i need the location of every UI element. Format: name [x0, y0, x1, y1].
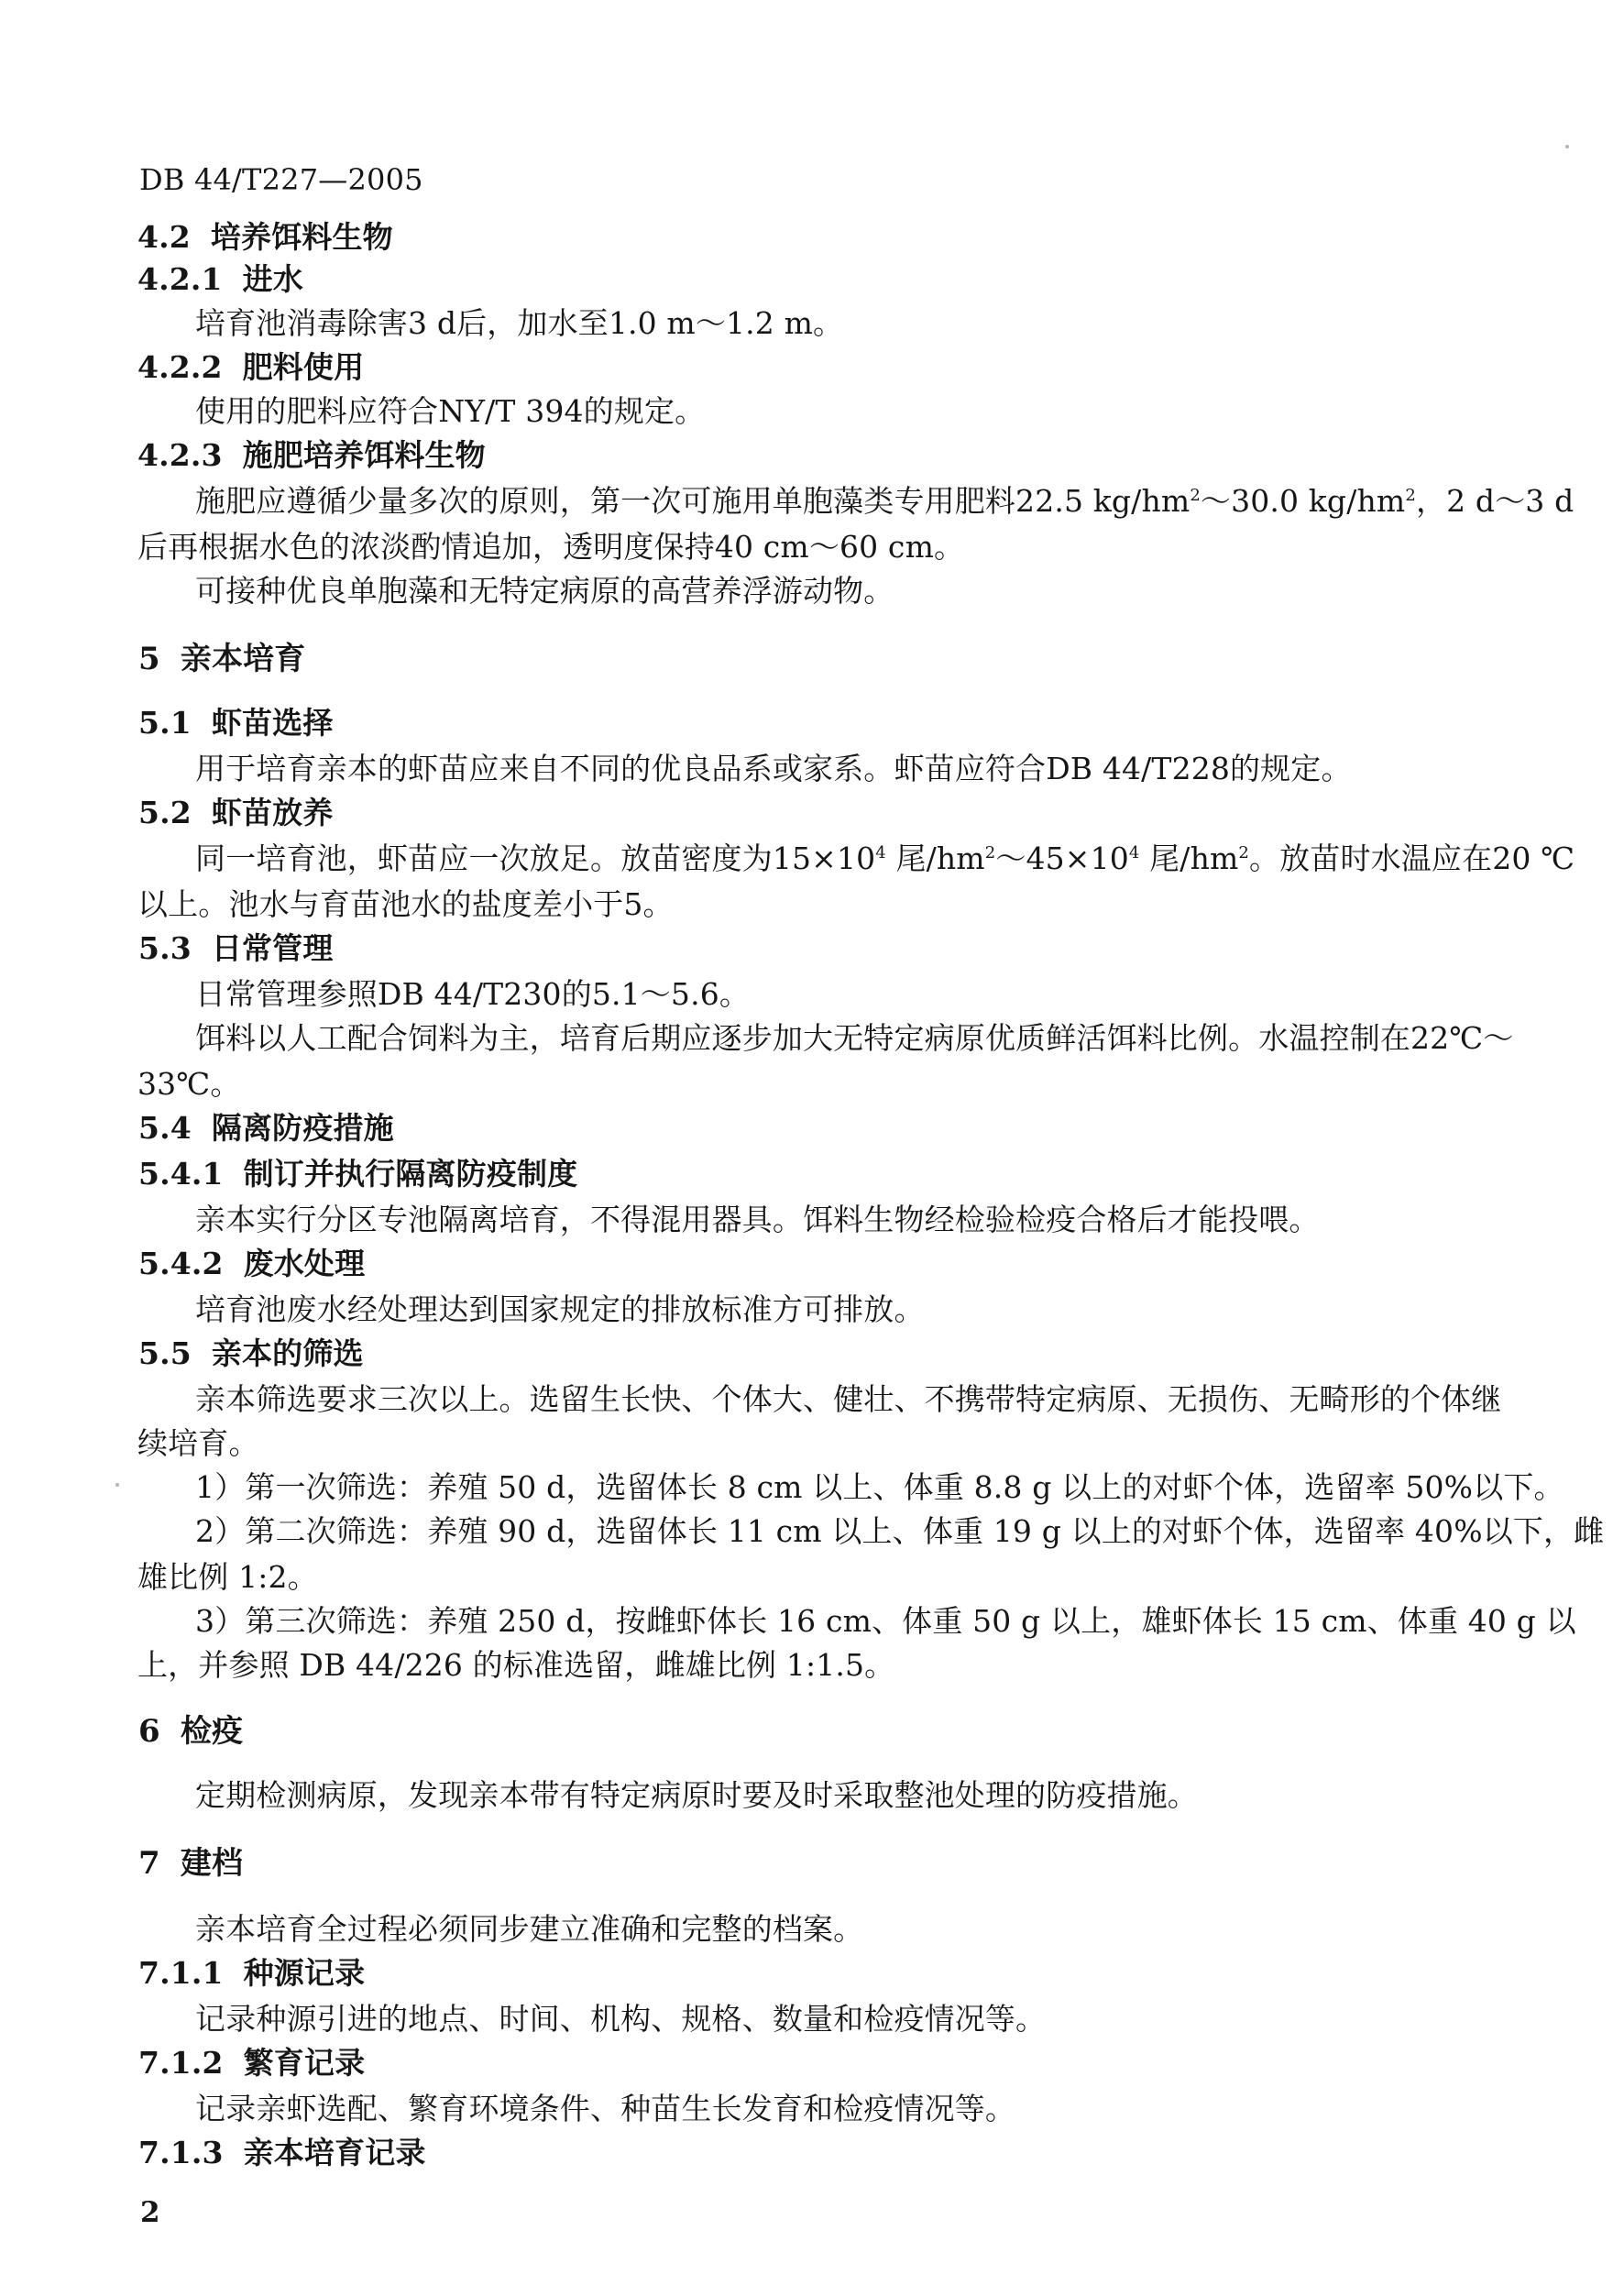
heading-number: 4.2 — [137, 219, 191, 255]
heading-number: 4.2.3 — [137, 437, 223, 473]
heading-title: 繁育记录 — [243, 2045, 366, 2081]
heading-title: 肥料使用 — [242, 349, 365, 385]
heading-5-1 — [138, 702, 333, 744]
heading-number: 5.4.2 — [138, 1246, 224, 1281]
heading-title: 制订并执行隔离防疫制度 — [243, 1156, 578, 1192]
heading-title: 建档 — [180, 1845, 244, 1882]
heading-5-4-1 — [138, 1153, 577, 1195]
heading-number: 7.1.2 — [138, 2045, 224, 2081]
paragraph-7: 亲本培育全过程必须同步建立准确和完整的档案。 — [195, 1911, 864, 1947]
heading-number: 7.1.1 — [138, 1955, 224, 1991]
heading-4-2-2 — [137, 346, 364, 389]
heading-title: 进水 — [242, 261, 303, 297]
heading-5-4-2 — [138, 1243, 365, 1285]
heading-number: 5.5 — [138, 1335, 192, 1371]
superscript: 2 — [1405, 486, 1416, 505]
paragraph-fragment: 施肥应遵循少量多次的原则，第一次可施用单胞藻类专用肥料22.5 kg/hm — [195, 483, 1191, 519]
heading-5-4 — [138, 1107, 394, 1149]
paragraph-4-2-3-line-1 — [195, 480, 1574, 522]
heading-4-2 — [137, 216, 393, 258]
paragraph-5-4-2: 培育池废水经处理达到国家规定的排放标准方可排放。 — [195, 1291, 925, 1327]
paragraph-6: 定期检测病原，发现亲本带有特定病原时要及时采取整池处理的防疫措施。 — [195, 1777, 1198, 1813]
heading-number: 5 — [138, 641, 160, 677]
heading-4-2-1 — [137, 258, 303, 301]
heading-title: 隔离防疫措施 — [211, 1110, 394, 1146]
paragraph-fragment: ，2 d～3 d — [1415, 483, 1575, 519]
heading-7-1-2 — [138, 2042, 365, 2084]
paragraph-5-5-item-2-line-2: 雄比例 1:2。 — [137, 1559, 318, 1595]
heading-7 — [138, 1842, 243, 1884]
heading-number: 5.3 — [138, 930, 192, 966]
heading-title: 虾苗选择 — [211, 705, 334, 741]
heading-5-3 — [138, 928, 333, 970]
scan-speck — [115, 1483, 119, 1487]
heading-title: 亲本培育记录 — [243, 2135, 426, 2170]
heading-number: 4.2.1 — [137, 261, 223, 297]
paragraph-fragment: 尾/hm — [885, 840, 985, 876]
heading-6 — [138, 1710, 243, 1752]
superscript: 2 — [984, 843, 996, 862]
paragraph-5-4-1: 亲本实行分区专池隔离培育，不得混用器具。饵料生物经检验检疫合格后才能投喂。 — [195, 1202, 1320, 1237]
paragraph-5-3-line-1: 日常管理参照DB 44/T230的5.1～5.6。 — [195, 976, 751, 1012]
scan-speck — [1565, 145, 1569, 148]
superscript: 4 — [875, 843, 886, 862]
paragraph-5-5-item-3-line-1: 3）第三次筛选：养殖 250 d，按雌虾体长 16 cm、体重 50 g 以上，雄虾体长 15 cm、体重 40 g 以 — [195, 1603, 1576, 1639]
paragraph-5-5-item-1: 1）第一次筛选：养殖 50 d，选留体长 8 cm 以上、体重 8.8 g 以上的对虾个体，选留率 50%以下。 — [195, 1469, 1564, 1505]
paragraph-fragment: ～30.0 kg/hm — [1200, 483, 1406, 519]
heading-7-1-3 — [138, 2132, 426, 2174]
heading-5 — [138, 638, 305, 680]
paragraph-4-2-2: 使用的肥料应符合NY/T 394的规定。 — [195, 393, 706, 429]
heading-title: 检疫 — [180, 1713, 244, 1750]
paragraph-5-5-line-2: 续培育。 — [137, 1425, 259, 1461]
heading-title: 培养饵料生物 — [210, 219, 393, 255]
paragraph-5-1: 用于培育亲本的虾苗应来自不同的优良品系或家系。虾苗应符合DB 44/T228的规定。 — [195, 751, 1352, 786]
paragraph-7-1-1: 记录种源引进的地点、时间、机构、规格、数量和检疫情况等。 — [195, 2001, 1047, 2037]
paragraph-5-3-line-3: 33℃。 — [137, 1066, 241, 1102]
paragraph-fragment: ～45×10 — [995, 840, 1129, 876]
paragraph-5-3-line-2: 饵料以人工配合饲料为主，培育后期应逐步加大无特定病原优质鲜活饵料比例。水温控制在22℃～ — [195, 1020, 1514, 1056]
paragraph-5-5-item-3-line-2: 上，并参照 DB 44/226 的标准选留，雌雄比例 1:1.5。 — [137, 1647, 895, 1683]
heading-number: 5.4.1 — [138, 1156, 224, 1192]
heading-title: 废水处理 — [243, 1246, 366, 1281]
heading-number: 5.4 — [138, 1110, 192, 1146]
heading-title: 日常管理 — [211, 930, 334, 966]
heading-title: 虾苗放养 — [211, 795, 334, 830]
paragraph-fragment: 同一培育池，虾苗应一次放足。放苗密度为15×10 — [195, 840, 876, 876]
paragraph-5-2-line-2: 以上。池水与育苗池水的盐度差小于5。 — [137, 886, 674, 922]
paragraph-5-2-line-1 — [195, 838, 1575, 880]
heading-title: 种源记录 — [243, 1955, 366, 1991]
superscript: 2 — [1238, 843, 1250, 862]
paragraph-fragment: 尾/hm — [1139, 840, 1239, 876]
heading-number: 4.2.2 — [137, 349, 223, 385]
superscript: 4 — [1128, 843, 1140, 862]
paragraph-5-5-item-2-line-1: 2）第二次筛选：养殖 90 d，选留体长 11 cm 以上、体重 19 g 以上的对虾个体，选留率 40%以下，雌 — [195, 1513, 1605, 1549]
heading-4-2-3 — [137, 434, 486, 477]
heading-number: 7 — [138, 1845, 160, 1882]
heading-title: 亲本培育 — [180, 641, 306, 677]
page-number: 2 — [140, 2196, 160, 2229]
heading-5-5 — [138, 1333, 364, 1375]
heading-number: 7.1.3 — [138, 2135, 224, 2170]
heading-number: 6 — [138, 1713, 160, 1750]
document-code: DB 44/T227—2005 — [139, 162, 423, 197]
heading-7-1-1 — [138, 1952, 365, 1994]
heading-number: 5.1 — [138, 705, 192, 741]
paragraph-fragment: 。放苗时水温应在20 ℃ — [1249, 840, 1575, 876]
paragraph-7-1-2: 记录亲虾选配、繁育环境条件、种苗生长发育和检疫情况等。 — [195, 2091, 1016, 2126]
paragraph-4-2-3-line-2: 后再根据水色的浓淡酌情追加，透明度保持40 cm～60 cm。 — [137, 529, 965, 565]
heading-number: 5.2 — [138, 795, 192, 830]
heading-5-2 — [138, 792, 333, 834]
paragraph-5-5-line-1: 亲本筛选要求三次以上。选留生长快、个体大、健壮、不携带特定病原、无损伤、无畸形的个体继 — [195, 1381, 1502, 1417]
paragraph-4-2-1: 培育池消毒除害3 d后，加水至1.0 m～1.2 m。 — [195, 305, 844, 341]
paragraph-4-2-3-line-3: 可接种优良单胞藻和无特定病原的高营养浮游动物。 — [195, 573, 894, 609]
heading-title: 亲本的筛选 — [211, 1335, 364, 1371]
heading-title: 施肥培养饵料生物 — [242, 437, 486, 473]
superscript: 2 — [1190, 486, 1201, 505]
